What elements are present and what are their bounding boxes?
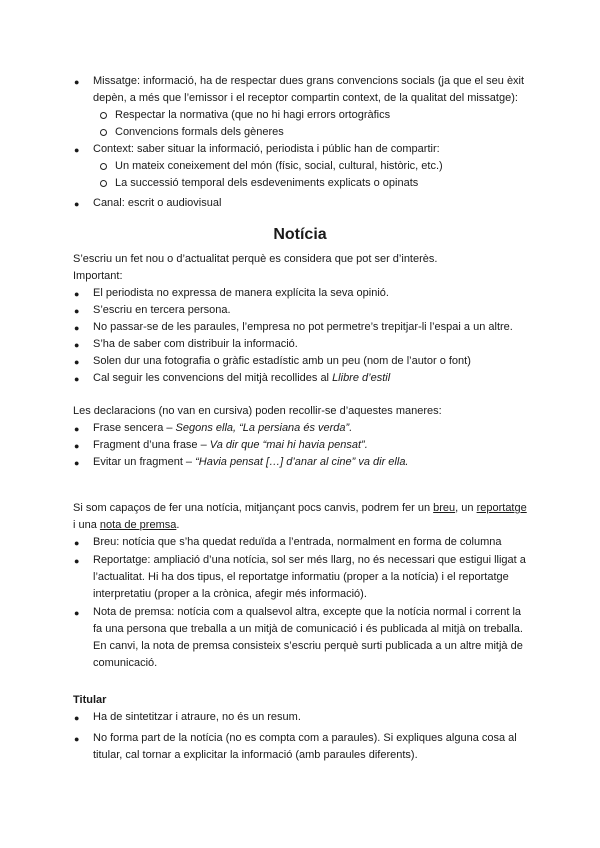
titular-item-2-line-1: No forma part de la notícia (no es compta com a paraules). Si expliques alguna cosa al (93, 732, 517, 744)
bullet-dot: ● (74, 713, 80, 723)
declaracio-example: Segons ella, “La persiana és verda”. (175, 422, 353, 434)
breu-item: Breu: notícia que s’ha quedat reduïda a l’entrada, normalment en forma de columna (93, 536, 502, 548)
bullet-dot: ● (74, 323, 80, 333)
bullet-dot: ● (74, 306, 80, 316)
sub-bullet-circle (100, 129, 107, 136)
declaracio-label: Frase sencera – (93, 422, 176, 434)
bullet-dot: ● (74, 458, 80, 468)
declaracio-item-1 (93, 421, 352, 435)
important-item-2: S’escriu en tercera persona. (93, 304, 231, 316)
sub-bullet-circle (100, 180, 107, 187)
context-line-1: Context: saber situar la informació, periodista i públic han de compartir: (93, 143, 440, 155)
generes-comma: , un (455, 502, 477, 514)
important-item-5: Solen dur una fotografia o gràfic estadístic amb un peu (nom de l’autor o font) (93, 355, 471, 367)
titular-item-2-line-2: titular, cal tornar a explicitar la informació (amb paraules diferents). (93, 749, 418, 761)
noticia-intro: S’escriu un fet nou o d’actualitat perquè es considera que pot ser d’interès. (73, 253, 438, 265)
missatge-sub-2: Convencions formals dels gèneres (115, 126, 284, 138)
reportatge-item-line-2: l’actualitat. Hi ha dos tipus, el reportatge informatiu (proper a la notícia) i el reportatge (93, 571, 509, 583)
missatge-line-2: depèn, a més que l’emissor i el receptor compartin context, de la qualitat del missatge): (93, 92, 518, 104)
bullet-dot: ● (74, 441, 80, 451)
nota-item-line-3: En canvi, la nota de premsa consisteix s’escriu perquè surti publicada a un altre mitjà de (93, 640, 523, 652)
bullet-dot: ● (74, 289, 80, 299)
bullet-dot: ● (74, 556, 80, 566)
declaracio-label: Fragment d’una frase – (93, 439, 210, 451)
titular-heading: Titular (73, 694, 107, 706)
missatge-sub-1: Respectar la normativa (que no hi hagi errors ortogràfics (115, 109, 391, 121)
bullet-dot: ● (74, 340, 80, 350)
bullet-dot: ● (74, 357, 80, 367)
titular-item-1: Ha de sintetitzar i atraure, no és un resum. (93, 711, 301, 723)
estil-prefix: Cal seguir les convencions del mitjà recollides al (93, 372, 333, 384)
declaracio-example: Va dir que “mai hi havia pensat”. (209, 439, 368, 451)
bullet-dot: ● (74, 77, 80, 87)
generes-period: . (176, 519, 180, 531)
declaracio-example: “Havia pensat […] d’anar al cine” va dir ella. (195, 456, 409, 468)
nota-item-line-2: fa una persona que treballa a un mitjà de comunicació i és publicada al mitjà on treballa. (93, 623, 523, 635)
important-item-1: El periodista no expressa de manera explícita la seva opinió. (93, 287, 389, 299)
bullet-dot: ● (74, 538, 80, 548)
important-label: Important: (73, 270, 123, 282)
estil-book-title: Llibre d’estil (332, 372, 391, 384)
sub-bullet-circle (100, 163, 107, 170)
important-item-3: No passar-se de les paraules, l’empresa no pot permetre’s trepitjar-li l’espai a un altre. (93, 321, 513, 333)
generes-intro-line-1 (73, 501, 527, 515)
breu-link: breu (433, 502, 456, 514)
bullet-dot: ● (74, 734, 80, 744)
declaracio-item-3 (93, 455, 409, 469)
generes-intro-text: i una (73, 519, 100, 531)
nota-item-line-1: Nota de premsa: notícia com a qualsevol altra, excepte que la notícia normal i corrent la (93, 606, 522, 618)
bullet-dot: ● (74, 374, 80, 384)
reportatge-item-line-1: Reportatge: ampliació d’una notícia, sol ser més llarg, no és necessari que estigui lligat a (93, 554, 526, 566)
important-item-4: S’ha de saber com distribuir la informació. (93, 338, 298, 350)
reportatge-link: reportatge (476, 502, 527, 514)
sub-bullet-circle (100, 112, 107, 119)
missatge-line-1: Missatge: informació, ha de respectar dues grans convencions socials (ja que el seu èxit (93, 75, 525, 87)
generes-intro-line-2 (73, 518, 179, 532)
nota-item-line-4: comunicació. (93, 657, 158, 669)
important-item-6 (93, 371, 390, 385)
context-sub-2: La successió temporal dels esdeveniments explicats o opinats (115, 177, 419, 189)
canal-line: Canal: escrit o audiovisual (93, 197, 222, 209)
bullet-dot: ● (74, 608, 80, 618)
declaracio-label: Evitar un fragment – (93, 456, 196, 468)
declaracions-intro: Les declaracions (no van en cursiva) poden recollir-se d’aquestes maneres: (73, 405, 442, 417)
nota-premsa-link: nota de premsa (99, 519, 177, 531)
bullet-dot: ● (74, 424, 80, 434)
bullet-dot: ● (74, 145, 80, 155)
bullet-dot: ● (74, 199, 80, 209)
section-title-noticia: Notícia (273, 226, 327, 243)
context-sub-1: Un mateix coneixement del món (físic, social, cultural, històric, etc.) (115, 160, 443, 172)
reportatge-item-line-3: interpretatiu (proper a la crònica, afegir més informació). (93, 588, 367, 600)
declaracio-item-2 (93, 438, 368, 452)
generes-intro-text: Si som capaços de fer una notícia, mitjançant pocs canvis, podrem fer un (73, 502, 434, 514)
